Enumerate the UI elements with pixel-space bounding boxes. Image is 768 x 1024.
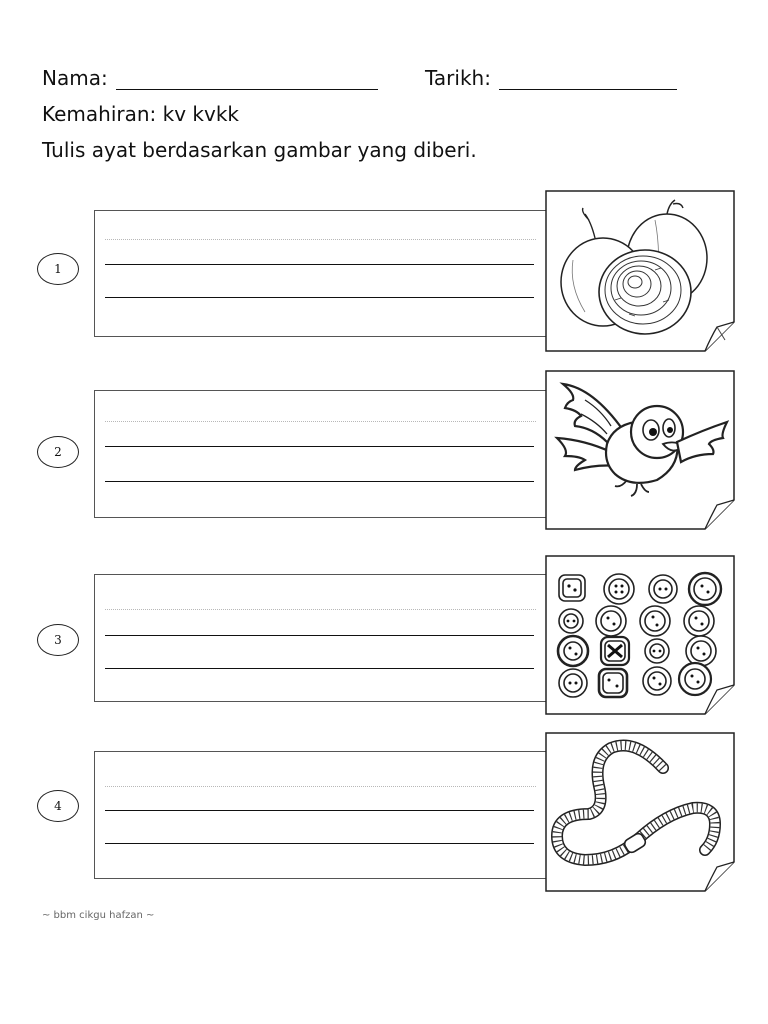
- writing-line: [105, 481, 534, 482]
- date-row: [425, 66, 677, 90]
- question-number-1: 1: [37, 253, 79, 285]
- answer-box-4[interactable]: [94, 751, 549, 879]
- writing-line: [105, 668, 534, 669]
- name-row: [42, 66, 378, 90]
- answer-box-2[interactable]: [94, 390, 549, 518]
- name-label: Nama:: [42, 66, 108, 90]
- guide-line: [105, 421, 536, 422]
- guide-line: [105, 239, 536, 240]
- question-3: [0, 555, 768, 715]
- question-number-4: 4: [37, 790, 79, 822]
- picture-card-2: [545, 370, 735, 530]
- guide-line: [105, 786, 536, 787]
- writing-line: [105, 843, 534, 844]
- onion-icon: [545, 190, 735, 352]
- question-2: [0, 370, 768, 530]
- picture-card-4: [545, 732, 735, 892]
- writing-line: [105, 297, 534, 298]
- answer-box-1[interactable]: [94, 210, 549, 337]
- question-1: [0, 190, 768, 350]
- writing-line: [105, 264, 534, 265]
- question-number-3: 3: [37, 624, 79, 656]
- bird-icon: [545, 370, 735, 530]
- name-field[interactable]: [116, 71, 378, 90]
- writing-line: [105, 810, 534, 811]
- picture-card-3: [545, 555, 735, 715]
- answer-box-3[interactable]: [94, 574, 549, 702]
- date-field[interactable]: [499, 71, 677, 90]
- writing-line: [105, 635, 534, 636]
- question-4: [0, 732, 768, 892]
- skill-text: Kemahiran: kv kvkk: [42, 102, 240, 126]
- buttons-icon: [545, 555, 735, 715]
- writing-line: [105, 446, 534, 447]
- guide-line: [105, 609, 536, 610]
- date-label: Tarikh:: [425, 66, 491, 90]
- picture-card-1: [545, 190, 735, 352]
- footer-credit: ~ bbm cikgu hafzan ~: [42, 910, 155, 921]
- question-number-2: 2: [37, 436, 79, 468]
- instruction-text: Tulis ayat berdasarkan gambar yang diberi.: [42, 138, 477, 162]
- worm-icon: [545, 732, 735, 892]
